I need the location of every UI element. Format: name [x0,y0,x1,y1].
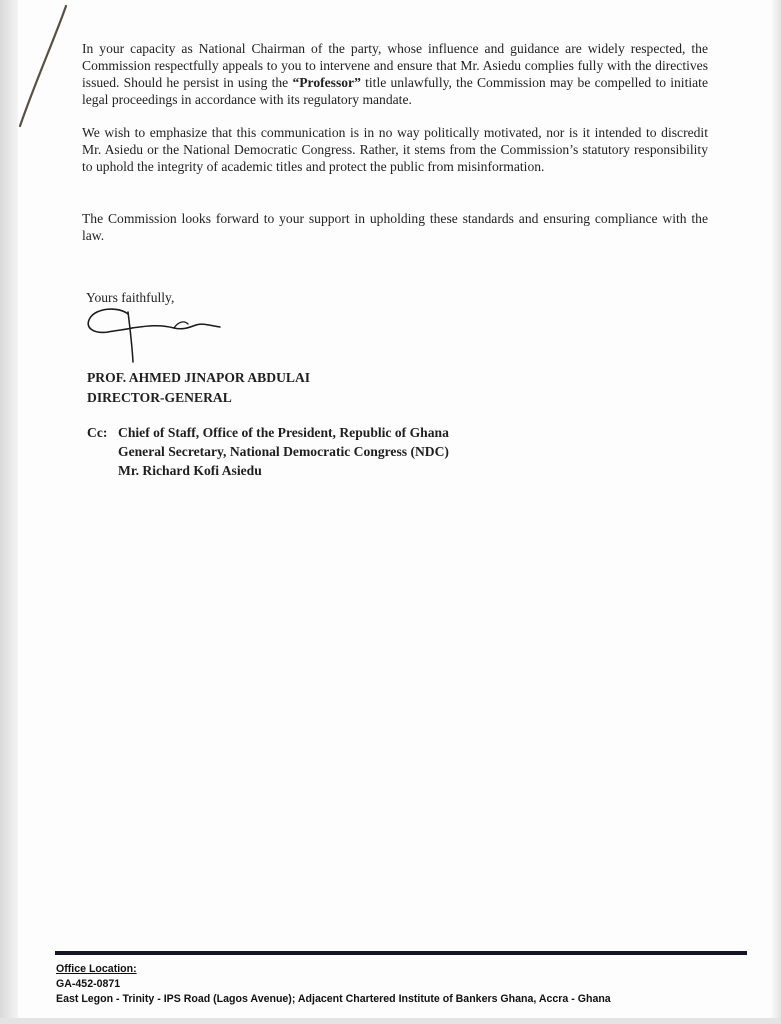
footer-digital-address: GA-452-0871 [56,978,121,990]
cc-recipient: Mr. Richard Kofi Asiedu [118,463,262,478]
letter-paragraph-2: We wish to emphasize that this communication is in no way politically motivated, nor is it intended to discredit Mr. Asiedu or the National Democratic Congress. Rather, it stems from the Commission’s statutory responsibility to uphold the integrity of academic titles and protect the public from misinformation. [82,125,708,174]
footer-address: East Legon - Trinity - IPS Road (Lagos Avenue); Adjacent Chartered Institute of Bankers Ghana, Accra - Ghana [56,993,611,1005]
cc-recipient: General Secretary, National Democratic Congress (NDC) [118,444,449,459]
complimentary-close: Yours faithfully, [86,290,175,305]
footer-divider [55,951,747,955]
cc-label: Cc: [87,425,108,440]
professor-title-emphasis: “Professor” [292,75,361,90]
handwritten-signature [84,300,234,366]
signatory-name: PROF. AHMED JINAPOR ABDULAI [87,370,311,385]
pen-stroke-mark [14,0,74,130]
letter-paragraph-3: The Commission looks forward to your support in upholding these standards and ensuring compliance with the law. [82,211,708,243]
signatory-title: DIRECTOR-GENERAL [87,390,232,405]
paragraph-1-text-start: In your capacity as National Chairman of the party, whose influence and guidance are widely respected, the Commission respectfully appeals to you to intervene and ensure that Mr. Asiedu complies fully with the directives issued. Should he persist in using the [82,41,708,90]
paragraph-1-text-end: title unlawfully, the Commission may be compelled to initiate legal proceedings in accordance with its regulatory mandate. [82,75,708,107]
letter-paragraph-1 [82,40,708,108]
page-edge-shadow-bottom [0,1018,781,1024]
page-edge-shadow-left [0,0,18,1024]
page-edge-shadow-right [771,0,781,1024]
cc-recipient-list [118,423,449,480]
footer-label: Office Location: [56,963,137,975]
letterhead-footer [56,962,611,1007]
cc-recipient: Chief of Staff, Office of the President, Republic of Ghana [118,425,449,440]
signatory-block [87,368,310,408]
